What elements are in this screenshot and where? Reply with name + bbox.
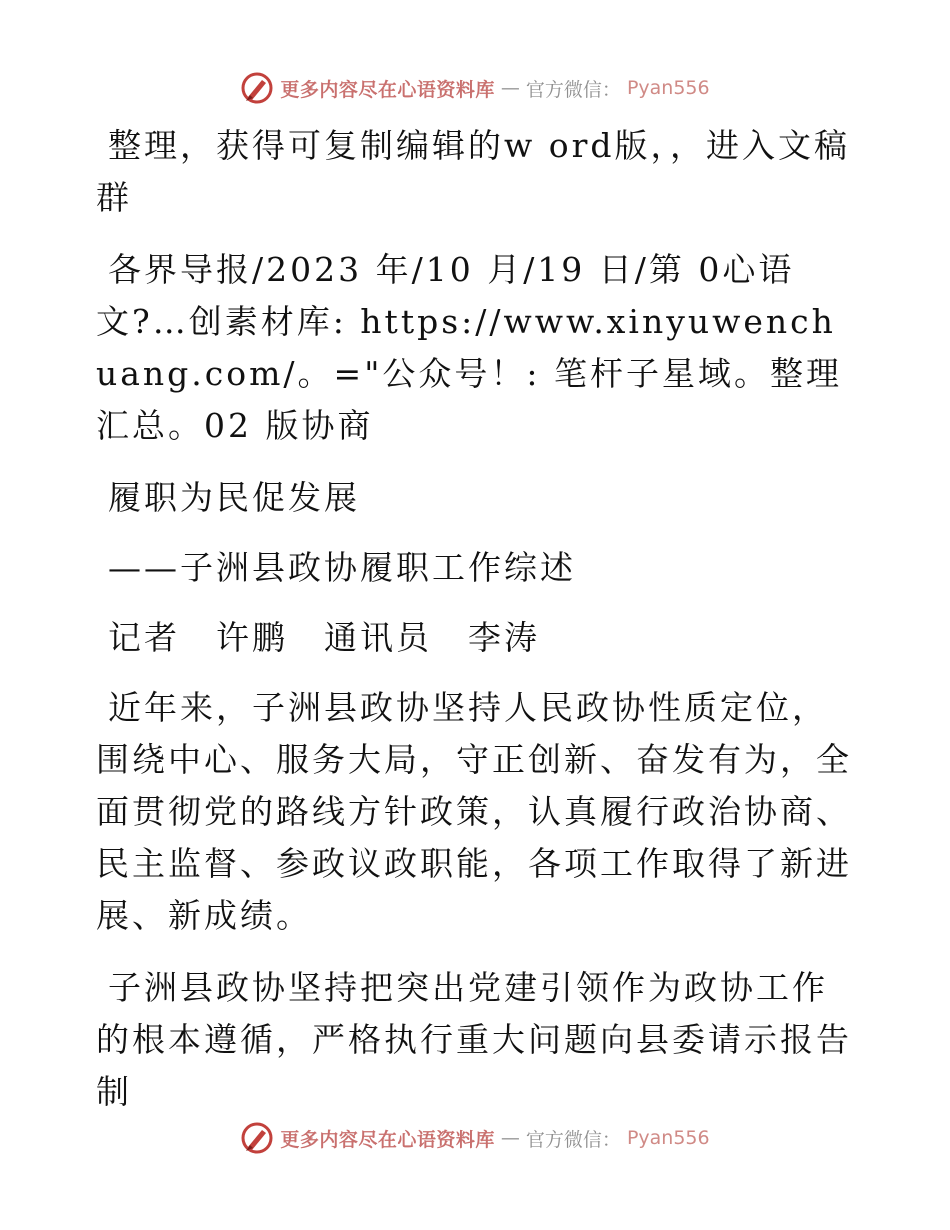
article-title: 履职为民促发展: [108, 478, 360, 517]
paragraph-body-2: 子洲县政协坚持把突出党建引领作为政协工作的根本遵循，严格执行重大问题向县委请示报告制: [96, 968, 852, 1111]
banner-separator: —: [500, 77, 520, 99]
header-banner: [0, 68, 950, 108]
banner-separator: —: [500, 1127, 520, 1149]
pen-circle-logo-icon: [240, 71, 274, 105]
banner-wechat-label: 官方微信：: [525, 78, 621, 101]
paragraph-body-1: 近年来，子洲县政协坚持人民政协性质定位，围绕中心、服务大局，守正创新、奋发有为，全面贯彻党的路线方针政策，认真履行政治协商、民主监督、参政议政职能，各项工作取得了新进展、新成绩。: [96, 688, 852, 935]
banner-wechat-id: Pyan556: [626, 1127, 710, 1149]
paragraph-intro: 整理，获得可复制编辑的w ord版，，进入文稿群: [96, 126, 851, 217]
footer-banner: [0, 1118, 950, 1158]
banner-wechat-id: Pyan556: [626, 77, 710, 99]
banner-text: 更多内容尽在心语资料库: [280, 1128, 495, 1151]
article-byline: 记者 许鹏 通讯员 李涛: [108, 618, 540, 657]
banner-wechat-label: 官方微信：: [525, 1128, 621, 1151]
pen-circle-logo-icon: [240, 1121, 274, 1155]
document-body: [96, 120, 856, 1138]
banner-text: 更多内容尽在心语资料库: [280, 78, 495, 101]
paragraph-source: 各界导报/2023 年/10 月/19 日/第 0心语文?…创素材库: https://www.xinyuwenchuang.com/。="公众号！: 笔杆子星域。整理汇总。02 版协商: [96, 250, 842, 445]
article-subtitle: ——子洲县政协履职工作综述: [108, 548, 576, 587]
